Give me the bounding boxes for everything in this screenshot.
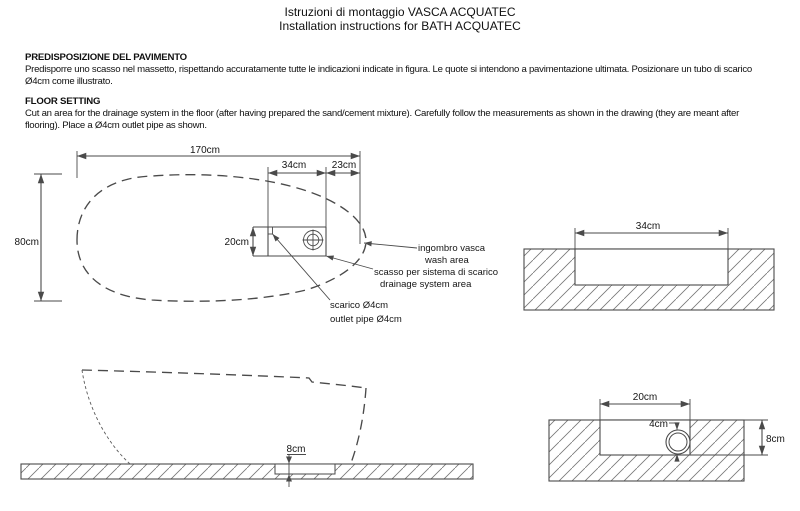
cross-width-label: 20cm [632, 392, 658, 403]
callout-recess-en: drainage system area [380, 279, 472, 290]
paragraph-english: Cut an area for the drainage system in the floor (after having prepared the sand/cement mixture). Carefully follow the measurements as shown in the drawing (they are meant after flooring). Place a Ø4cm outlet pipe as shown. [25, 108, 740, 132]
heading-english: FLOOR SETTING [25, 96, 101, 107]
section-view-cross [549, 392, 785, 481]
recess-void [575, 249, 728, 285]
callout-outlet-en: outlet pipe Ø4cm [330, 314, 402, 325]
title-english: Installation instructions for BATH ACQUATEC [279, 18, 521, 33]
cross-depth-label: 8cm [766, 434, 785, 445]
plan-height-label: 80cm [14, 237, 39, 248]
outlet-pipe-section [666, 430, 690, 454]
plan-edge-offset-label: 23cm [331, 160, 357, 171]
bathtub-side-outline [82, 370, 366, 464]
section-view-long [524, 221, 774, 310]
heading-italian: PREDISPOSIZIONE DEL PAVIMENTO [25, 52, 187, 63]
plan-callouts [273, 234, 499, 325]
dimension-plan-height [15, 174, 62, 301]
callout-tub-it: ingombro vasca [418, 243, 486, 254]
paragraph-italian: Predisporre uno scasso nel massetto, rispettando accuratamente tutte le indicazioni indicate in figura. Le quote si intendono a pavimentazione ultimata. Posizionare un tubo di scarico Ø4cm come illustrato. [25, 64, 752, 88]
title-italian: Istruzioni di montaggio VASCA ACQUATEC [284, 5, 516, 19]
side-view [21, 370, 473, 487]
plan-recess-width-label: 34cm [281, 160, 307, 171]
section-long-width-label: 34cm [635, 221, 661, 232]
drainage-recess-plan [225, 227, 326, 256]
drain-icon [303, 230, 324, 251]
dimension-section-long-width [575, 221, 728, 251]
plan-recess-height-label: 20cm [224, 237, 249, 248]
recess-side [275, 464, 335, 474]
plan-view [15, 145, 499, 325]
plan-width-label: 170cm [189, 145, 221, 156]
callout-tub-en: wash area [425, 255, 469, 266]
outlet-pipe-plan [268, 227, 273, 234]
callout-outlet-it: scarico Ø4cm [330, 300, 389, 311]
side-depth-label: 8cm [286, 444, 306, 455]
pipe-diameter-label: 4cm [649, 419, 668, 430]
floor-strip [21, 464, 473, 479]
callout-recess-it: scasso per sistema di scarico [374, 267, 499, 278]
